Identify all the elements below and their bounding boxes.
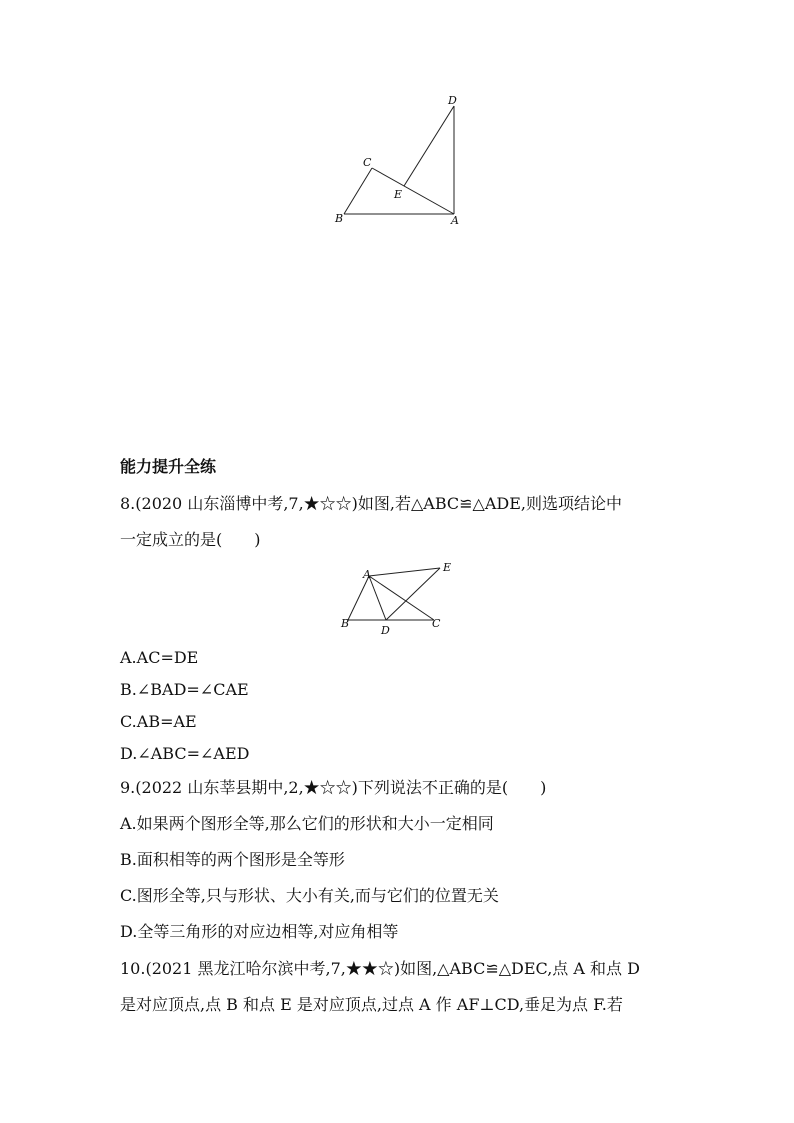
label-c: C	[363, 156, 372, 169]
label-e: E	[443, 561, 452, 574]
q9-option-a: A.如果两个图形全等,那么它们的形状和大小一定相同	[120, 814, 494, 833]
label-d: D	[448, 94, 457, 107]
q9-stem: 9.(2022 山东莘县期中,2,★☆☆)下列说法不正确的是( )	[120, 778, 547, 797]
q9-option-d: D.全等三角形的对应边相等,对应角相等	[120, 922, 399, 941]
label-a: A	[363, 568, 371, 581]
triangle-figure-top	[330, 90, 470, 230]
q8-stem-line1: 8.(2020 山东淄博中考,7,★☆☆)如图,若△ABC≌△ADE,则选项结论中	[120, 494, 623, 513]
triangle-figure-q8	[336, 560, 456, 638]
segment-ad	[369, 576, 386, 620]
q8-option-a: A.AC=DE	[120, 648, 199, 667]
q9-option-b: B.面积相等的两个图形是全等形	[120, 850, 345, 869]
q10-stem-line2: 是对应顶点,点 B 和点 E 是对应顶点,过点 A 作 AF⊥CD,垂足为点 F.若	[120, 995, 623, 1014]
q8-option-b: B.∠BAD=∠CAE	[120, 680, 249, 699]
segment-ca	[372, 168, 454, 214]
section-heading: 能力提升全练	[120, 457, 217, 476]
q8-stem-line2: 一定成立的是( )	[120, 530, 261, 549]
segment-ab	[348, 576, 369, 620]
label-b: B	[341, 617, 350, 630]
q8-option-c: C.AB=AE	[120, 712, 197, 731]
segment-de	[404, 106, 454, 186]
segment-bc	[344, 168, 372, 214]
label-d: D	[381, 624, 390, 637]
q8-option-d: D.∠ABC=∠AED	[120, 744, 250, 763]
label-e: E	[394, 188, 403, 201]
label-a: A	[451, 214, 459, 227]
segment-de	[386, 568, 440, 620]
q10-stem-line1: 10.(2021 黑龙江哈尔滨中考,7,★★☆)如图,△ABC≌△DEC,点 A 和点 D	[120, 959, 640, 978]
label-b: B	[335, 212, 344, 225]
segment-ae	[369, 568, 440, 576]
label-c: C	[432, 617, 441, 630]
q9-option-c: C.图形全等,只与形状、大小有关,而与它们的位置无关	[120, 886, 499, 905]
